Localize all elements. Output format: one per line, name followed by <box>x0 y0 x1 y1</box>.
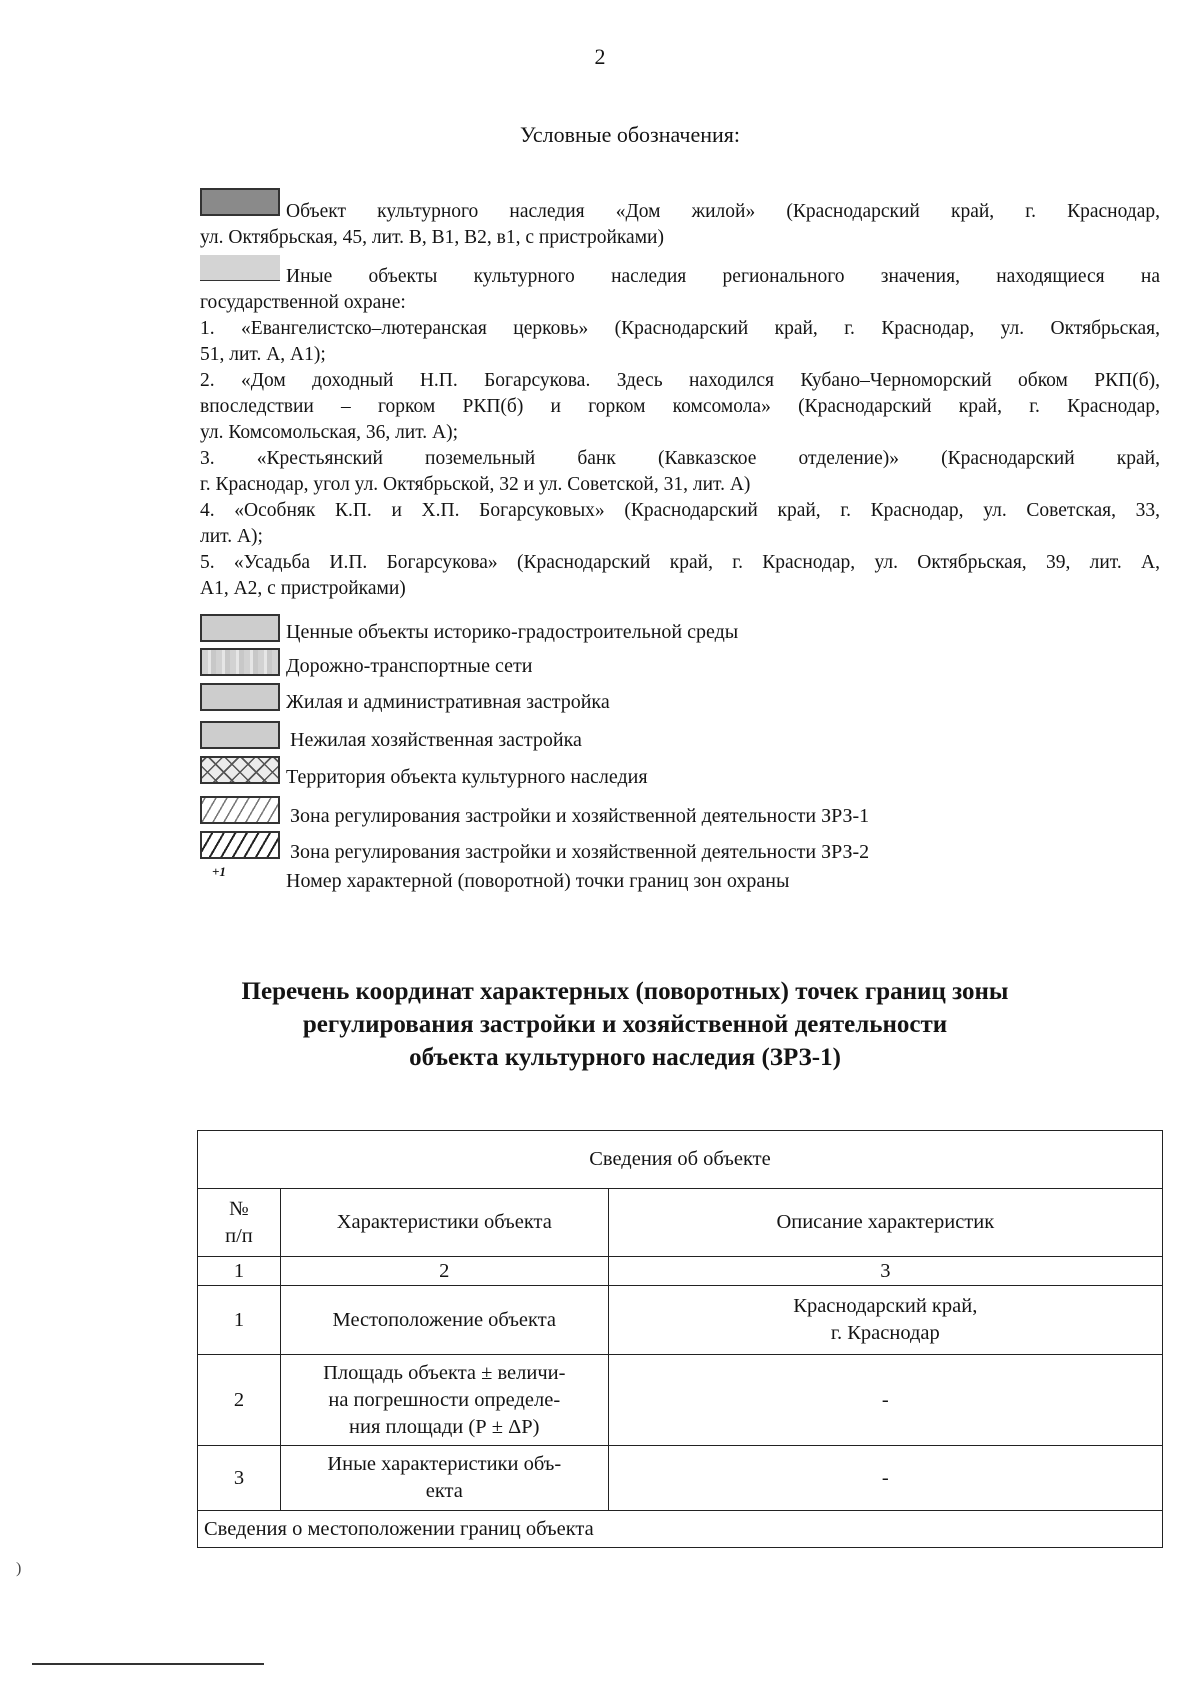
legend-regional-item-5-line1: 5. «Усадьба И.П. Богарсукова» (Краснодарский край, г. Краснодар, ул. Октябрьская, 39, лит. А, <box>200 552 1160 573</box>
legend-swatch-zrz-2 <box>200 831 280 859</box>
coordinates-heading <box>0 975 1200 1074</box>
heading-line-1: Перечень координат характерных (поворотных) точек границ зоны <box>241 978 1009 1005</box>
legend-regional-item-3-line2: г. Краснодар, угол ул. Октябрьской, 32 и ул. Советской, 31, лит. А) <box>200 474 751 495</box>
legend-regional-item-2-line1: 2. «Дом доходный Н.П. Богарсукова. Здесь находился Кубано–Черноморский обком РКП(б), <box>200 370 1160 391</box>
legend-label-point-number: Номер характерной (поворотной) точки границ зон охраны <box>286 870 790 892</box>
legend-regional-item-4-line2: лит. А); <box>200 526 263 547</box>
legend-regional-item-5-line2: А1, А2, с пристройками) <box>200 578 406 599</box>
object-info-table <box>197 1130 1163 1548</box>
table-header-row <box>198 1189 1163 1257</box>
bottom-rule <box>32 1663 264 1665</box>
table-colnum-row <box>198 1257 1163 1286</box>
legend-label-zrz-1: Зона регулирования застройки и хозяйственной деятельности ЗРЗ-1 <box>290 805 870 827</box>
row-characteristic <box>280 1355 608 1446</box>
legend-label-non-residential: Нежилая хозяйственная застройка <box>290 729 582 751</box>
table-row <box>198 1446 1163 1511</box>
colnum-1: 1 <box>198 1257 281 1286</box>
heading-line-2: регулирования застройки и хозяйственной деятельности <box>302 1011 948 1038</box>
row-characteristic-line: Иные характеристики объ- <box>327 1453 562 1475</box>
legend-swatch-zrz-1 <box>200 796 280 824</box>
colnum-3: 3 <box>608 1257 1162 1286</box>
legend-main-object-line1: Объект культурного наследия «Дом жилой» (Краснодарский край, г. Краснодар, <box>286 201 1160 222</box>
header-characteristics: Характеристики объекта <box>280 1189 608 1257</box>
legend-regional-item-4-line1: 4. «Особняк К.П. и Х.П. Богарсуковых» (Краснодарский край, г. Краснодар, ул. Советская, 33, <box>200 500 1160 521</box>
row-characteristic-line: на погрешности определе- <box>328 1388 561 1411</box>
row-description-line: - <box>881 1466 889 1489</box>
row-description-line: - <box>881 1388 889 1411</box>
legend-regional-item-1-line2: 51, лит. А, А1); <box>200 344 326 365</box>
row-description-line: Краснодарский край, <box>793 1295 978 1317</box>
colnum-2: 2 <box>280 1257 608 1286</box>
legend-swatch-road-networks <box>200 648 280 676</box>
row-description-line: г. Краснодар <box>830 1322 940 1344</box>
legend-main-object-text <box>200 199 1160 251</box>
legend-swatch-non-residential <box>200 721 280 749</box>
table-footer-row <box>198 1511 1163 1548</box>
legend-regional-line2: государственной охране: <box>200 292 406 313</box>
row-characteristic-line: Площадь объекта ± величи- <box>323 1361 566 1384</box>
row-num: 3 <box>198 1446 281 1511</box>
legend-swatch-valuable-objects <box>200 614 280 642</box>
legend-label-zrz-2: Зона регулирования застройки и хозяйственной деятельности ЗРЗ-2 <box>290 841 870 863</box>
header-num-line2: п/п <box>225 1224 253 1247</box>
row-characteristic-line: ния площади (Р ± ΔР) <box>349 1415 540 1438</box>
legend-swatch-heritage-territory <box>200 756 280 784</box>
row-description <box>608 1286 1162 1355</box>
legend-regional-objects-text <box>200 264 1160 602</box>
legend-regional-item-2-line2: впоследствии – горком РКП(б) и горком комсомола» (Краснодарский край, г. Краснодар, <box>200 396 1160 417</box>
row-description <box>608 1355 1162 1446</box>
legend-regional-item-1-line1: 1. «Евангелистско–лютеранская церковь» (Краснодарский край, г. Краснодар, ул. Октябрьская, <box>200 318 1160 339</box>
legend-swatch-residential <box>200 683 280 711</box>
table-footer: Сведения о местоположении границ объекта <box>198 1511 1163 1548</box>
row-num: 1 <box>198 1286 281 1355</box>
page-number: 2 <box>594 44 606 69</box>
table-title: Сведения об объекте <box>198 1131 1163 1189</box>
margin-mark: ) <box>16 1560 22 1577</box>
legend-label-heritage-territory: Территория объекта культурного наследия <box>286 766 648 788</box>
row-characteristic <box>280 1286 608 1355</box>
legend-regional-line1: Иные объекты культурного наследия регионального значения, находящиеся на <box>286 266 1160 287</box>
row-description <box>608 1446 1162 1511</box>
row-characteristic <box>280 1446 608 1511</box>
table-row <box>198 1355 1163 1446</box>
row-characteristic-line: екта <box>425 1480 463 1502</box>
legend-regional-item-3-line1: 3. «Крестьянский поземельный банк (Кавказское отделение)» (Краснодарский край, <box>200 448 1160 469</box>
header-num-line1: № <box>229 1197 249 1220</box>
row-characteristic-line: Местоположение объекта <box>332 1308 557 1331</box>
row-num: 2 <box>198 1355 281 1446</box>
legend-regional-item-2-line3: ул. Комсомольская, 36, лит. А); <box>200 422 459 443</box>
legend-label-valuable-objects: Ценные объекты историко-градостроительной среды <box>286 621 739 643</box>
legend-label-residential: Жилая и административная застройка <box>286 691 610 713</box>
heading-line-3: объекта культурного наследия (ЗРЗ-1) <box>409 1044 841 1071</box>
table-title-row <box>198 1131 1163 1189</box>
legend-label-road-networks: Дорожно-транспортные сети <box>286 655 533 677</box>
legend-main-object-line2: ул. Октябрьская, 45, лит. В, В1, В2, в1, с пристройками) <box>200 227 664 248</box>
legend-title: Условные обозначения: <box>519 122 741 147</box>
legend-point-marker: +1 <box>212 864 226 879</box>
table-row <box>198 1286 1163 1355</box>
header-num <box>198 1189 281 1257</box>
header-description: Описание характеристик <box>608 1189 1162 1257</box>
